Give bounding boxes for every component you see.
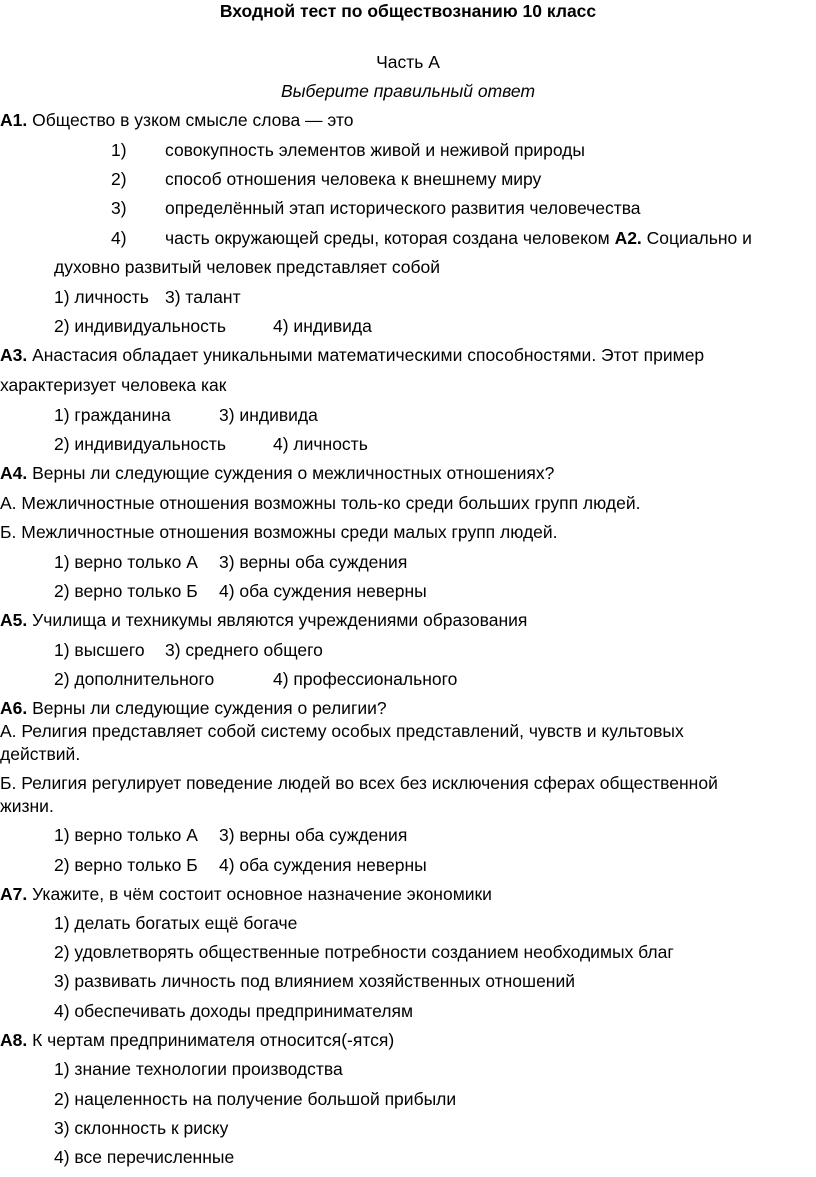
option: 3) среднего общего [165,640,323,660]
statement-a-cont: действий. [0,744,81,764]
question-a4 [0,462,554,484]
question-text: Укажите, в чём состоит основное назначение экономики [27,884,492,904]
option-row [54,668,458,690]
question-text: Верны ли следующие суждения о религии? [27,698,387,718]
option: 4) обеспечивать доходы предпринимателям [54,1001,413,1021]
option: 4) индивида [273,316,372,336]
question-text: Общество в узком смысле слова — это [32,110,354,130]
question-label: А5. [0,610,28,630]
instruction: Выберите правильный ответ [280,81,536,101]
option-number: 2) [111,169,127,189]
option-row [54,433,368,455]
option: 2) верно только Б [54,581,198,601]
question-label: А1. [0,110,28,130]
option: 1) высшего [54,640,145,660]
question-text-cont: духовно развитый человек представляет собой [54,257,441,277]
option: 4) все перечисленные [54,1147,235,1167]
question-text: Анастасия обладает уникальными математическими способностями. Этот пример [27,345,705,365]
option-row [54,639,323,661]
option: 2) индивидуальность [54,434,227,454]
option: 3) склонность к риску [54,1118,229,1138]
option-text: часть окружающей среды, которая создана человеком [165,228,615,248]
option: 4) профессионального [273,669,458,689]
option-row [54,580,427,602]
question-a1 [0,109,354,131]
option: 3) развивать личность под влиянием хозяйственных отношений [54,971,576,991]
option [111,139,585,161]
option: 3) индивида [219,405,318,425]
option: 1) верно только А [54,552,198,572]
option: 3) талант [165,287,241,307]
option: 4) оба суждения неверны [219,855,427,875]
option-row [54,404,318,426]
question-label: А8. [0,1030,28,1050]
option [111,227,752,249]
option: 4) оба суждения неверны [219,581,427,601]
question-a5 [0,609,527,631]
option: 1) гражданина [54,405,171,425]
question-text: К чертам предпринимателя относится(-ятся) [27,1030,395,1050]
option-row [54,315,372,337]
question-a7 [0,883,492,905]
statement-a: А. Религия представляет собой систему особых представлений, чувств и культовых [0,721,684,741]
question-label: А4. [0,463,28,483]
option-number: 4) [111,228,127,248]
statement-a: А. Межличностные отношения возможны толь-ко среди больших групп людей. [0,493,641,513]
option: 1) верно только А [54,825,198,845]
option-text: способ отношения человека к внешнему миру [165,169,542,189]
option: 2) нацеленность на получение большой прибыли [54,1089,457,1109]
question-a8 [0,1029,394,1051]
question-text: Социально и [641,228,752,248]
option-row [54,854,427,876]
option: 1) знание технологии производства [54,1059,343,1079]
page-title: Входной тест по обществознанию 10 класс [219,1,597,21]
option [111,197,641,219]
option: 2) верно только Б [54,855,198,875]
part-heading: Часть А [376,52,440,72]
question-label: А6. [0,698,28,718]
statement-b-cont: жизни. [0,796,54,816]
option: 2) дополнительного [54,669,215,689]
question-a6 [0,697,387,719]
option: 4) личность [273,434,368,454]
question-text: Верны ли следующие суждения о межличностных отношениях? [27,463,555,483]
option: 1) делать богатых ещё богаче [54,913,298,933]
option-text: определённый этап исторического развития человечества [165,198,641,218]
question-a3 [0,344,704,366]
option-row [54,286,241,308]
question-label: А2. [614,228,642,248]
option-number: 1) [111,140,127,160]
option: 2) удовлетворять общественные потребности созданием необходимых благ [54,942,674,962]
option [111,168,541,190]
option: 3) верны оба суждения [219,552,408,572]
option-row [54,824,408,846]
statement-b: Б. Религия регулирует поведение людей во всех без исключения сферах общественной [0,773,718,793]
question-text: Училища и техникумы являются учреждениями образования [27,610,528,630]
option-number: 3) [111,198,127,218]
option-row [54,551,408,573]
statement-b: Б. Межличностные отношения возможны среди малых групп людей. [0,522,558,542]
question-label: А3. [0,345,28,365]
option: 3) верны оба суждения [219,825,408,845]
option: 2) индивидуальность [54,316,227,336]
question-text-cont: характеризует человека как [0,375,227,395]
option: 1) личность [54,287,149,307]
option-text: совокупность элементов живой и неживой природы [165,140,585,160]
question-label: А7. [0,884,28,904]
